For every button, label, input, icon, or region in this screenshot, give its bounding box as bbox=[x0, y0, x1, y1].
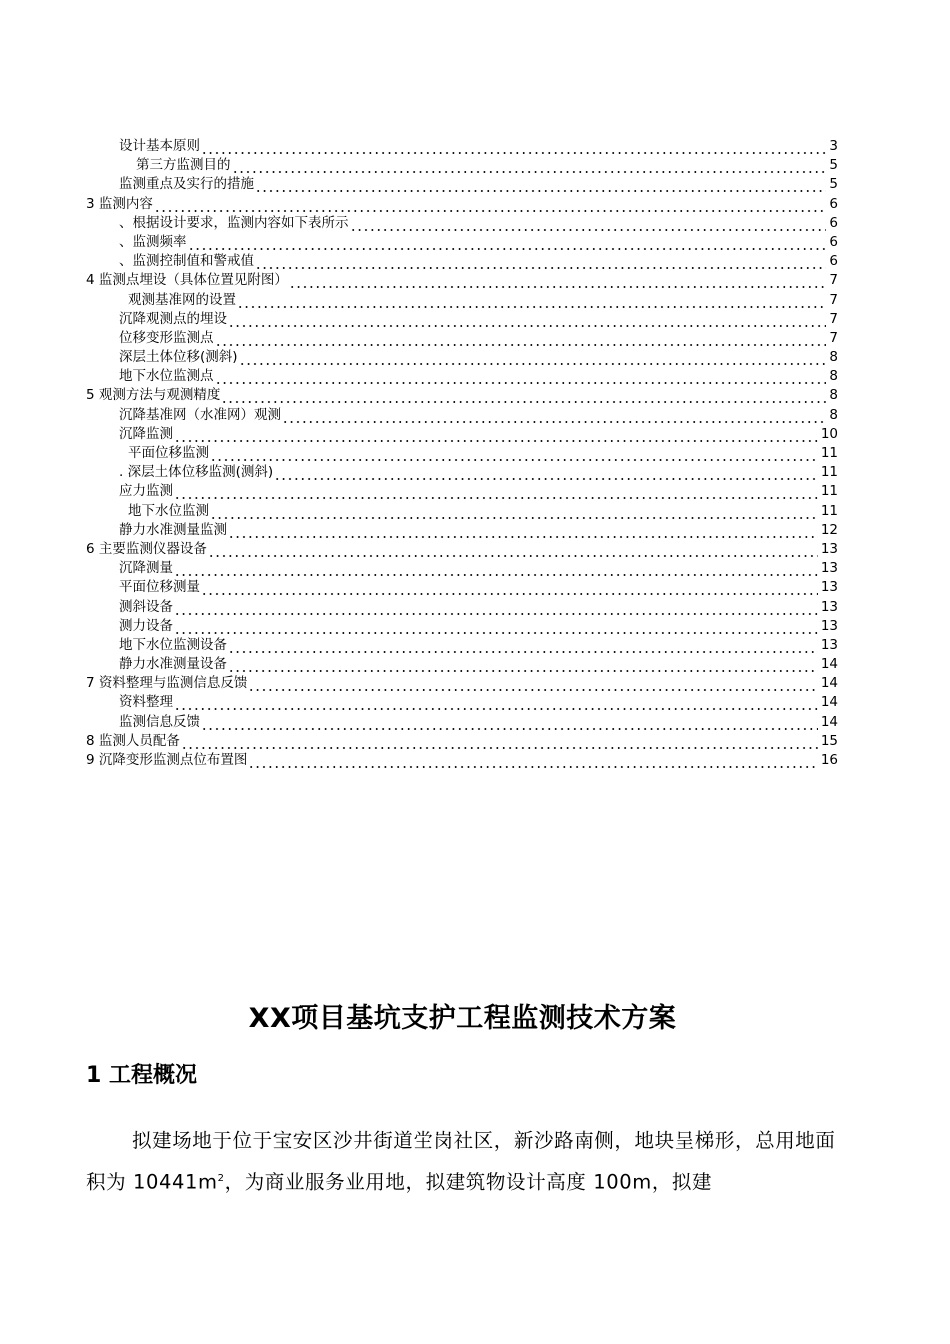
toc-entry[interactable] bbox=[86, 713, 838, 732]
toc-entry-label: 沉降测量 bbox=[119, 560, 173, 577]
toc-leader-dots bbox=[255, 190, 826, 192]
toc-entry-page-number: 13 bbox=[820, 598, 838, 615]
toc-entry-label: 、监测频率 bbox=[119, 233, 187, 250]
toc-entry[interactable] bbox=[86, 367, 838, 386]
toc-leader-dots bbox=[255, 267, 826, 269]
toc-entry[interactable] bbox=[86, 271, 838, 290]
toc-entry-label: 测斜设备 bbox=[119, 598, 173, 615]
toc-leader-dots bbox=[174, 613, 818, 615]
toc-entry-page-number: 8 bbox=[829, 406, 838, 423]
toc-entry-label: 平面位移测量 bbox=[119, 579, 200, 596]
toc-entry-page-number: 13 bbox=[820, 540, 838, 557]
toc-entry-page-number: 13 bbox=[820, 560, 838, 577]
toc-leader-dots bbox=[174, 497, 818, 499]
toc-entry-page-number: 11 bbox=[820, 445, 838, 461]
document-title: XX项目基坑支护工程监测技术方案 bbox=[248, 1003, 677, 1034]
toc-leader-dots bbox=[237, 306, 826, 308]
toc-leader-dots bbox=[174, 440, 818, 442]
toc-entry-page-number: 8 bbox=[829, 387, 838, 404]
superscript-unit: 2 bbox=[217, 1173, 225, 1184]
toc-entry-label: 地下水位监测点 bbox=[119, 368, 214, 385]
toc-leader-dots bbox=[228, 536, 818, 538]
toc-entry-page-number: 14 bbox=[820, 656, 838, 673]
toc-entry[interactable] bbox=[86, 233, 838, 252]
toc-entry[interactable] bbox=[86, 578, 838, 597]
toc-entry-label: 测力设备 bbox=[119, 617, 173, 634]
toc-leader-dots bbox=[174, 632, 818, 634]
toc-entry-label: 4 监测点埋设（具体位置见附图） bbox=[86, 272, 288, 289]
toc-leader-dots bbox=[248, 766, 817, 768]
toc-entry-page-number: 5 bbox=[829, 176, 838, 193]
toc-entry-label: 应力监测 bbox=[119, 483, 173, 500]
toc-entry-label: 深层土体位移(测斜) bbox=[119, 349, 238, 366]
toc-entry-page-number: 7 bbox=[829, 272, 838, 289]
toc-leader-dots bbox=[239, 363, 827, 365]
paragraph-text-part1: 拟建场地于位于宝安区沙井街道坣岗社区，新沙路南侧，地块呈梯形，总用地面积为 10441m bbox=[86, 1129, 836, 1194]
toc-leader-dots bbox=[215, 344, 827, 346]
toc-entry-page-number: 7 bbox=[829, 310, 838, 327]
toc-leader-dots bbox=[174, 708, 818, 710]
toc-leader-dots bbox=[210, 459, 818, 461]
section-heading: 1 工程概况 bbox=[86, 1063, 197, 1088]
toc-entry-page-number: 13 bbox=[820, 636, 838, 653]
toc-entry[interactable] bbox=[86, 598, 838, 617]
toc-leader-dots bbox=[201, 728, 818, 730]
toc-entry[interactable] bbox=[86, 406, 838, 425]
toc-entry-page-number: 14 bbox=[820, 694, 838, 711]
toc-entry-page-number: 11 bbox=[820, 464, 838, 481]
toc-entry-page-number: 8 bbox=[829, 349, 838, 366]
toc-entry-label: . 深层土体位移监测(测斜) bbox=[119, 464, 274, 481]
toc-entry[interactable] bbox=[86, 444, 838, 463]
toc-entry-page-number: 7 bbox=[829, 329, 838, 346]
toc-entry-page-number: 6 bbox=[829, 233, 838, 250]
toc-leader-dots bbox=[181, 747, 818, 749]
toc-entry[interactable] bbox=[86, 156, 838, 175]
toc-entry[interactable] bbox=[86, 559, 838, 578]
toc-entry-page-number: 12 bbox=[820, 521, 838, 538]
toc-entry-page-number: 3 bbox=[829, 138, 838, 154]
toc-entry-label: 静力水准测量监测 bbox=[119, 521, 227, 538]
toc-entry[interactable] bbox=[86, 674, 838, 693]
toc-entry-label: 9 沉降变形监测点位布置图 bbox=[86, 752, 248, 768]
table-of-contents bbox=[86, 137, 838, 770]
toc-entry[interactable] bbox=[86, 291, 838, 310]
toc-entry-label: 资料整理 bbox=[119, 694, 173, 711]
toc-leader-dots bbox=[289, 286, 827, 288]
toc-entry-label: 位移变形监测点 bbox=[119, 329, 214, 346]
toc-entry-page-number: 6 bbox=[829, 195, 838, 212]
toc-leader-dots bbox=[208, 555, 818, 557]
toc-entry-label: 第三方监测目的 bbox=[136, 157, 231, 174]
toc-entry[interactable] bbox=[86, 175, 838, 194]
toc-entry-page-number: 11 bbox=[820, 502, 838, 519]
toc-entry[interactable] bbox=[86, 252, 838, 271]
paragraph-text-part2: ，为商业服务业用地，拟建筑物设计高度 100m，拟建 bbox=[224, 1170, 713, 1194]
toc-leader-dots bbox=[221, 401, 826, 403]
toc-entry-label: 沉降观测点的埋设 bbox=[119, 310, 227, 327]
toc-entry-page-number: 15 bbox=[820, 732, 838, 749]
toc-entry[interactable] bbox=[86, 540, 838, 559]
toc-entry-page-number: 11 bbox=[820, 483, 838, 500]
toc-entry[interactable] bbox=[86, 693, 838, 712]
toc-entry-label: 监测重点及实行的措施 bbox=[119, 176, 254, 193]
toc-entry-page-number: 8 bbox=[829, 368, 838, 385]
toc-leader-dots bbox=[228, 325, 826, 327]
toc-entry[interactable] bbox=[86, 732, 838, 751]
toc-entry[interactable] bbox=[86, 636, 838, 655]
toc-entry-label: 5 观测方法与观测精度 bbox=[86, 387, 221, 404]
toc-entry-label: 观测基准网的设置 bbox=[128, 291, 236, 308]
toc-leader-dots bbox=[350, 229, 827, 231]
toc-entry-label: 、根据设计要求，监测内容如下表所示 bbox=[119, 214, 349, 231]
toc-leader-dots bbox=[274, 478, 818, 480]
toc-entry-page-number: 14 bbox=[820, 713, 838, 730]
toc-entry-page-number: 14 bbox=[820, 675, 838, 692]
toc-entry-label: 6 主要监测仪器设备 bbox=[86, 540, 207, 557]
toc-entry[interactable] bbox=[86, 329, 838, 348]
toc-leader-dots bbox=[228, 651, 818, 653]
toc-entry[interactable] bbox=[86, 521, 838, 540]
toc-entry-page-number: 16 bbox=[820, 752, 838, 768]
toc-leader-dots bbox=[215, 382, 827, 384]
toc-entry[interactable] bbox=[86, 425, 838, 444]
toc-entry-label: 3 监测内容 bbox=[86, 195, 153, 212]
toc-entry[interactable] bbox=[86, 482, 838, 501]
toc-entry-label: 监测信息反馈 bbox=[119, 713, 200, 730]
toc-entry[interactable] bbox=[86, 310, 838, 329]
toc-entry-label: 平面位移监测 bbox=[128, 445, 209, 461]
toc-entry-page-number: 6 bbox=[829, 214, 838, 231]
toc-leader-dots bbox=[282, 421, 826, 423]
toc-entry-label: 7 资料整理与监测信息反馈 bbox=[86, 675, 248, 692]
toc-entry[interactable] bbox=[86, 655, 838, 674]
toc-entry-label: 地下水位监测 bbox=[128, 502, 209, 519]
toc-entry-page-number: 13 bbox=[820, 579, 838, 596]
toc-entry-page-number: 10 bbox=[820, 425, 838, 442]
toc-entry[interactable] bbox=[86, 463, 838, 482]
toc-leader-dots bbox=[228, 670, 818, 672]
toc-entry-page-number: 5 bbox=[829, 157, 838, 174]
toc-leader-dots bbox=[188, 248, 827, 250]
toc-leader-dots bbox=[232, 171, 827, 173]
toc-entry[interactable] bbox=[86, 502, 838, 521]
toc-entry[interactable] bbox=[86, 348, 838, 367]
toc-entry-page-number: 13 bbox=[820, 617, 838, 634]
toc-entry-label: 沉降基准网（水准网）观测 bbox=[119, 406, 281, 423]
toc-entry-label: 8 监测人员配备 bbox=[86, 732, 180, 749]
body-paragraph bbox=[86, 1122, 840, 1202]
toc-entry[interactable] bbox=[86, 386, 838, 405]
toc-entry-label: 静力水准测量设备 bbox=[119, 656, 227, 673]
toc-leader-dots bbox=[201, 152, 826, 154]
toc-entry-page-number: 6 bbox=[829, 253, 838, 270]
toc-entry-label: 设计基本原则 bbox=[119, 138, 200, 154]
toc-entry[interactable] bbox=[86, 195, 838, 214]
toc-leader-dots bbox=[174, 574, 818, 576]
toc-entry[interactable] bbox=[86, 137, 838, 156]
toc-leader-dots bbox=[201, 593, 818, 595]
toc-leader-dots bbox=[248, 689, 817, 691]
toc-entry-label: 地下水位监测设备 bbox=[119, 636, 227, 653]
toc-entry[interactable] bbox=[86, 214, 838, 233]
toc-entry-page-number: 7 bbox=[829, 291, 838, 308]
toc-leader-dots bbox=[154, 210, 827, 212]
toc-entry-label: 、监测控制值和警戒值 bbox=[119, 253, 254, 270]
toc-entry[interactable] bbox=[86, 617, 838, 636]
toc-entry[interactable] bbox=[86, 751, 838, 770]
toc-leader-dots bbox=[210, 517, 818, 519]
toc-entry-label: 沉降监测 bbox=[119, 425, 173, 442]
